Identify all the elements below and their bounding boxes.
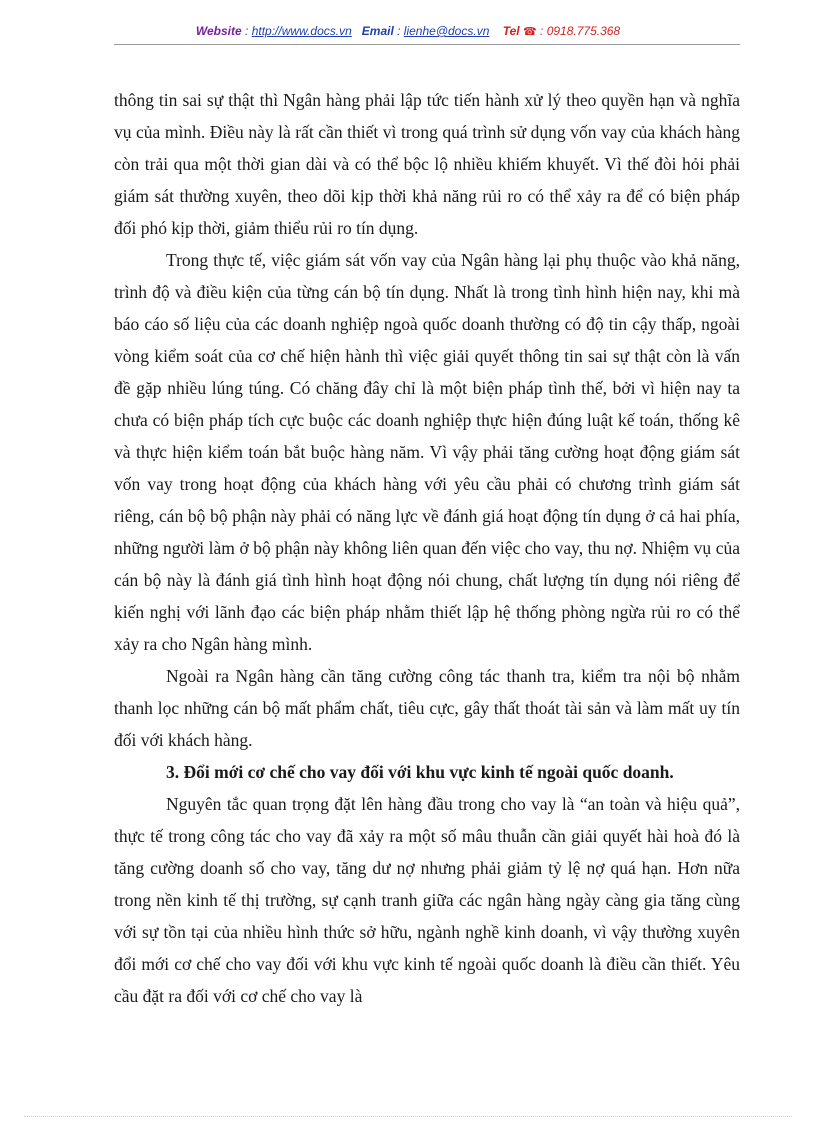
email-label: Email	[361, 24, 394, 38]
paragraph-1: thông tin sai sự thật thì Ngân hàng phải lập tức tiến hành xử lý theo quyền hạn và nghĩa vụ của mình. Điều này là rất cần thiết vì trong quá trình sử dụng vốn vay của khách hàng còn trải qua một thời gian dài và có thể bộc lộ nhiều khiếm khuyết. Vì thế đòi hỏi phải giám sát thường xuyên, theo dõi kịp thời khả năng rủi ro có thể xảy ra để có biện pháp đối phó kịp thời, giảm thiểu rủi ro tín dụng.	[114, 90, 740, 238]
tel-separator: :	[536, 24, 547, 38]
footer-divider	[24, 1116, 792, 1117]
phone-icon: ☎	[522, 26, 537, 38]
paragraph-4: Nguyên tắc quan trọng đặt lên hàng đầu trong cho vay là “an toàn và hiệu quả”, thực tế trong công tác cho vay đã xảy ra một số mâu thuẫn cần giải quyết hài hoà đó là tăng cường doanh số cho vay, tăng dư nợ nhưng phải giảm tỷ lệ nợ quá hạn. Hơn nữa trong nền kinh tế thị trường, sự cạnh tranh giữa các ngân hàng ngày càng gia tăng cùng với sự tồn tại của nhiều hình thức sở hữu, ngành nghề kinh doanh, vì vậy thường xuyên đổi mới cơ chế cho vay đối với khu vực kinh tế ngoài quốc doanh là điều cần thiết. Yêu cầu đặt ra đối với cơ chế cho vay là	[114, 794, 740, 1006]
email-separator: :	[393, 24, 404, 38]
page-header	[0, 24, 816, 38]
tel-label: Tel	[502, 24, 520, 38]
email-link[interactable]: lienhe@docs.vn	[403, 24, 490, 38]
section-heading: 3. Đổi mới cơ chế cho vay đối với khu vực kinh tế ngoài quốc doanh.	[166, 762, 674, 782]
website-label: Website	[195, 24, 242, 38]
website-link[interactable]: http://www.docs.vn	[251, 24, 352, 38]
website-separator: :	[241, 24, 252, 38]
header-divider	[114, 44, 740, 45]
paragraph-2: Trong thực tế, việc giám sát vốn vay của Ngân hàng lại phụ thuộc vào khả năng, trình độ và điều kiện của từng cán bộ tín dụng. Nhất là trong tình hình hiện nay, khi mà báo cáo số liệu của các doanh nghiệp ngoà quốc doanh thường có độ tin cậy thấp, ngoài vòng kiểm soát của cơ chế hiện hành thì việc giải quyết thông tin sai sự thật còn là vấn đề gặp nhiều lúng túng. Có chăng đây chỉ là một biện pháp tình thế, bởi vì hiện nay ta chưa có biện pháp tích cực buộc các doanh nghiệp thực hiện đúng luật kế toán, thống kê và thực hiện kiểm toán bắt buộc hàng năm. Vì vậy phải tăng cường hoạt động giám sát vốn vay trong hoạt động của khách hàng với yêu cầu phải có chương trình giám sát riêng, cán bộ bộ phận này phải có năng lực về đánh giá hoạt động tín dụng ở cả hai phía, những người làm ở bộ phận này không liên quan đến việc cho vay, thu nợ. Nhiệm vụ của cán bộ này là đánh giá tình hình hoạt động nói chung, chất lượng tín dụng nói riêng để kiến nghị với lãnh đạo các biện pháp nhằm thiết lập hệ thống phòng ngừa rủi ro có thể xảy ra cho Ngân hàng mình.	[114, 250, 740, 654]
paragraph-3: Ngoài ra Ngân hàng cần tăng cường công tác thanh tra, kiểm tra nội bộ nhằm thanh lọc những cán bộ mất phẩm chất, tiêu cực, gây thất thoát tài sản và làm mất uy tín đối với khách hàng.	[114, 666, 740, 750]
tel-number: 0918.775.368	[546, 24, 621, 38]
document-body	[114, 84, 740, 1012]
